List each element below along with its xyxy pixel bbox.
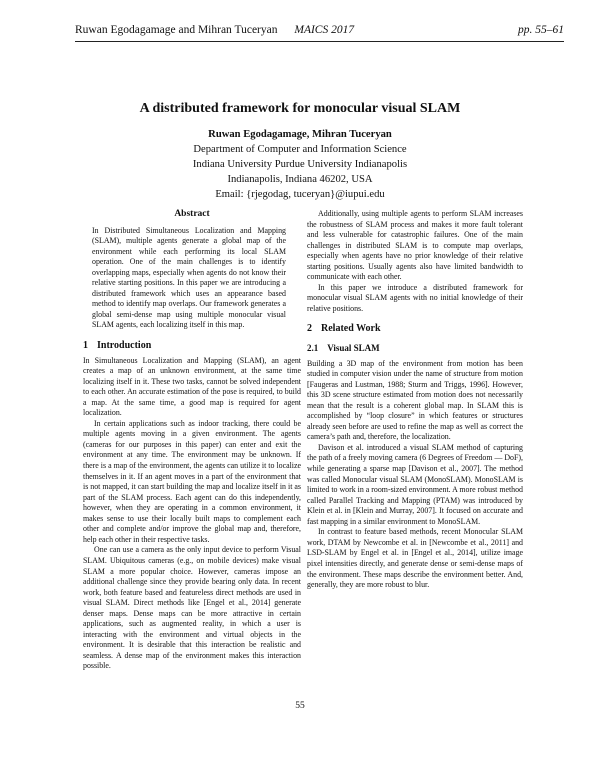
page-number: 55 [295,701,305,711]
section-heading-introduction: 1 Introduction [83,340,152,352]
abstract-heading: Abstract [174,209,210,219]
header-pages: pp. 55–61 [518,24,564,36]
section-heading-related-work: 2 Related Work [307,323,381,335]
email: Email: {rjegodag, tuceryan}@iupui.edu [215,189,385,200]
related-paragraph: In contrast to feature based methods, recent Monocular SLAM work, DTAM by Newcombe et al. in [Newcombe et al., 2011] and LSD-SLAM by Engel et al. in [Engel et al., 2014], utilize image pixel intensities directly, and generate dense or semi-dense maps of the environment. These maps describe the environment better. And, generally, they are more robust to blur. [307,527,523,590]
intro-paragraph: In this paper we introduce a distributed framework for monocular visual SLAM agents with no initial knowledge of their relative positions. [307,282,523,313]
university: Indiana University Purdue University Indianapolis [192,159,408,170]
intro-paragraph: Additionally, using multiple agents to perform SLAM increases the robustness of SLAM process and makes it more fault tolerant and less vulnerable for catastrophic failures. One of the main challenges in distributed SLAM is to compute map overlaps, especially when agents have no prior knowledge of their relative starting positions. Usually agents also have limited bandwidth to communicate with each other. [307,209,523,282]
intro-paragraph: In certain applications such as indoor tracking, there could be multiple agents moving in a given environment. The agents (cameras for our purposes in this paper) can enter and exit the environment at any time. The environment may be unknown. If there is a map of the environment, the agents can utilize it to localize themselves in it. If an agent moves in a part of the environment that is not mapped, it can start building the map and localize itself in it as part of the SLAM process. Each agent can do this independently, however, when they are operating in a common environment, it makes sense to use their locally built maps to complement each other and complete and/or improve the global map and, therefore, help each other in their respective tasks. [83,418,301,544]
header-authors: Ruwan Egodagamage and Mihran Tuceryan [75,24,278,36]
intro-paragraph: One can use a camera as the only input device to perform Visual SLAM. Ubiquitous cameras (e.g., on mobile devices) make visual SLAM a more popular choice. However, cameras impose an additional challenge since they provide bearing only data. In recent work, both feature based and featureless direct methods are used in visual SLAM. Direct methods like [Engel et al., 2014] generate denser maps. Dense maps can be more attractive in certain applications, such as augmented reality, in which a user is interacting with the environment and virtual objects in the environment. It is desirable that this interaction be realistic and seamless. A dense map of the environment makes this interaction possible. [83,545,301,671]
author-block [0,127,600,202]
paper-title: A distributed framework for monocular visual SLAM [139,101,461,116]
left-column [83,209,301,672]
related-paragraph: Davison et al. introduced a visual SLAM method of capturing the path of a freely moving camera (6 Degrees of Freedom — DoF), while generating a sparse map [Davison et al., 2007]. The method was called Monocular visual SLAM (MonoSLAM). MonoSLAM is limited to work in a room-sized environment. A more robust method called Parallel Tracking and Mapping (PTAM) was introduced by Klein et al. in [Klein and Murray, 2007]. It focused on accurate and fast mapping in a similar environment to MonoSLAM. [307,442,523,526]
author-names: Ruwan Egodagamage, Mihran Tuceryan [208,129,392,140]
right-column [307,209,523,591]
related-paragraph: Building a 3D map of the environment from motion has been studied in computer vision under the name of structure from motion [Faugeras and Lustman, 1988; Sturm and Triggs, 1996]. However, this 3D scene structure estimated from motion does not necessarily mean that the result is a coherent global map. In SLAM this is accomplished by “loop closure” in which features or structures already seen before are used to refine the map as well as correct the camera’s path and, therefore, the localization. [307,358,523,442]
abstract-paragraph: In Distributed Simultaneous Localization and Mapping (SLAM), multiple agents generate a global map of the environment while each performing its local SLAM operation. One of the main challenges is to identify overlapping maps, especially when agents do not know their relative starting positions. In this paper we are introducing a distributed framework which uses an appearance based method to identify map overlaps. Our framework generates a global semi-dense map using multiple monocular visual SLAM agents, each localizing itself in this map. [92,225,286,330]
abstract-body [83,226,301,331]
department: Department of Computer and Information Science [193,144,407,155]
intro-paragraph: In Simultaneous Localization and Mapping (SLAM), an agent creates a map of an unknown environment, at the same time localizing itself in it. These two tasks, cannot be solved independent to each other. An accurate estimation of the pose is required, to build a map. At the same time, a good map is required for agent localization. [83,355,301,418]
city: Indianapolis, Indiana 46202, USA [227,174,373,185]
header-rule [75,41,564,42]
subsection-heading-visual-slam: 2.1 Visual SLAM [307,343,380,354]
header-venue: MAICS 2017 [294,24,355,36]
running-header [75,24,564,36]
